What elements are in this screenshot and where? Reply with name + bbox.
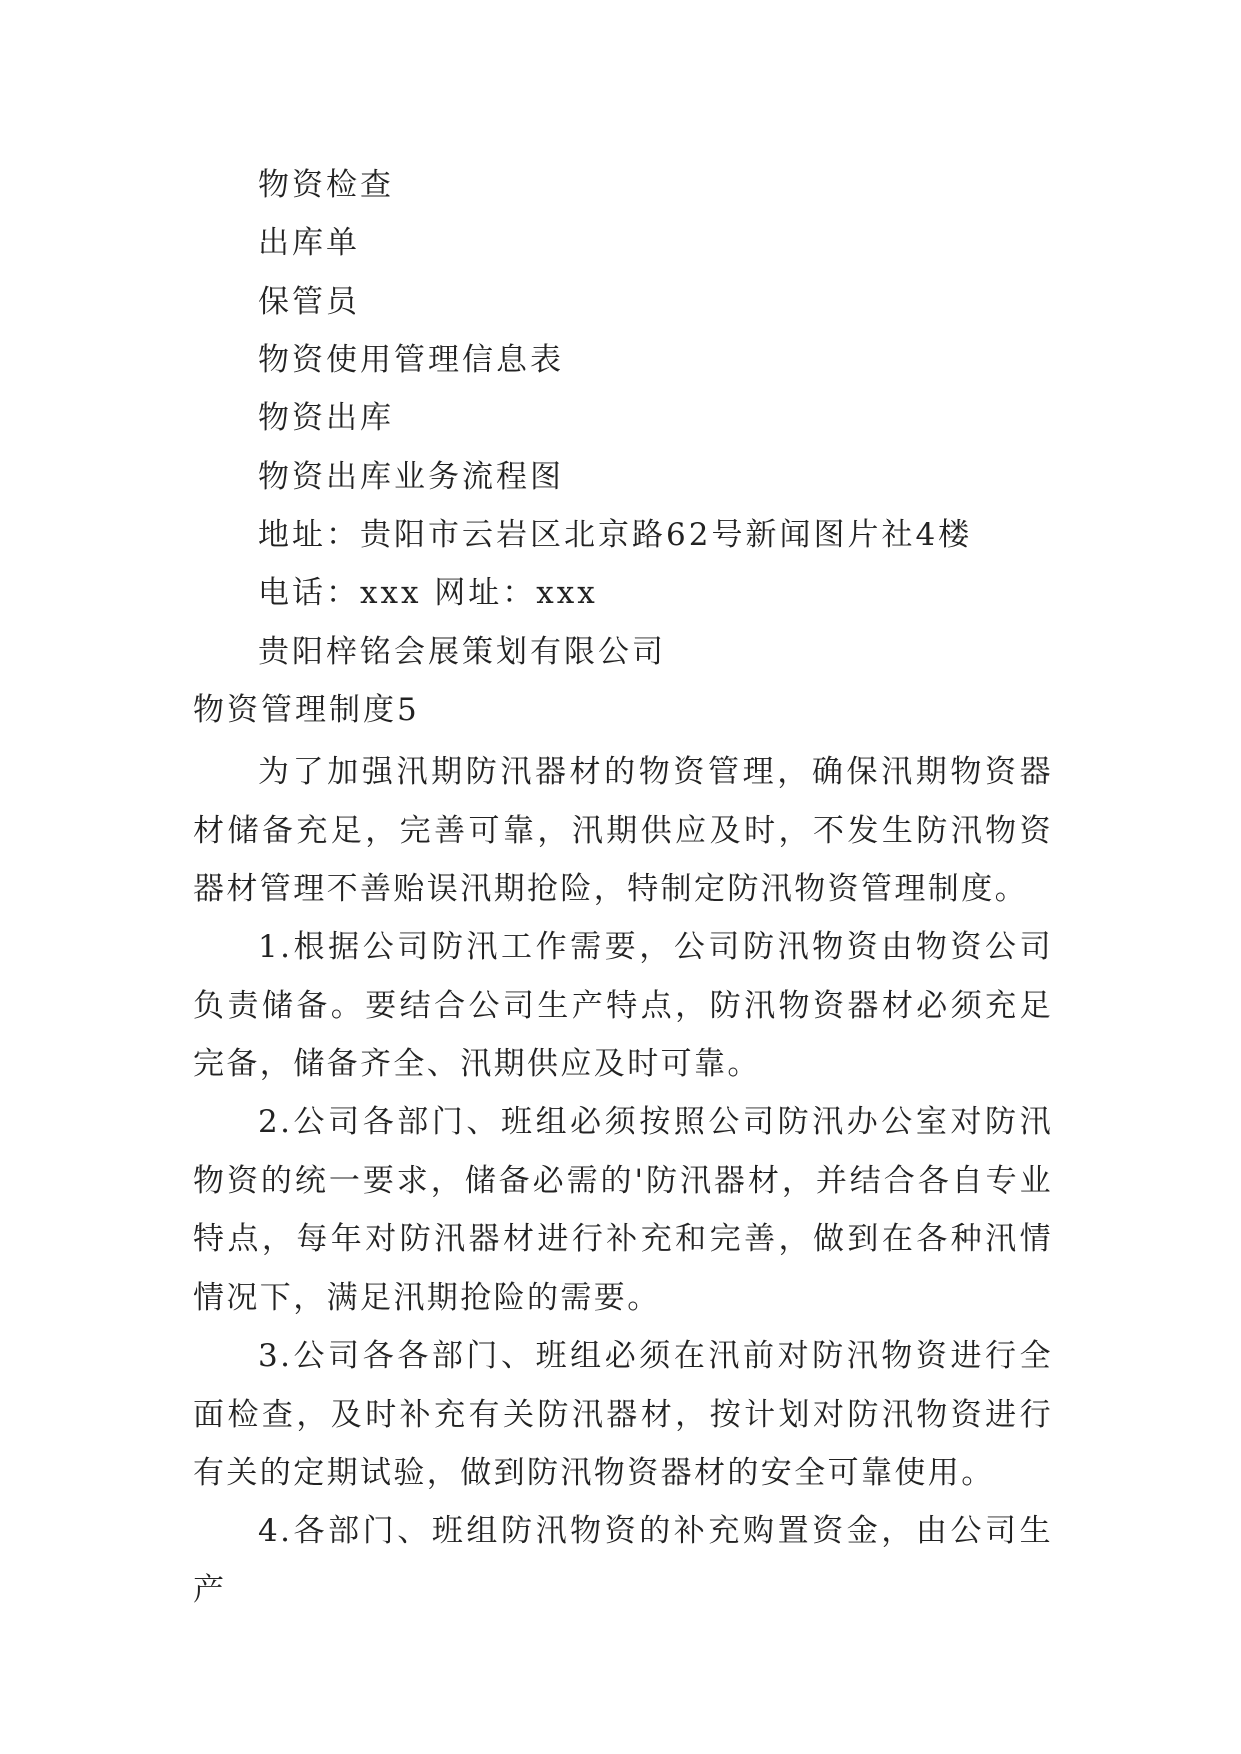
paragraph-item-2: 2.公司各部门、班组必须按照公司防汛办公室对防汛物资的统一要求，储备必需的'防汛器材，并结合各自专业特点，每年对防汛器材进行补充和完善，做到在各种汛情情况下，满足汛期抢险的需要。 bbox=[193, 1104, 1053, 1316]
paragraph-item-1: 1.根据公司防汛工作需要，公司防汛物资由物资公司负责储备。要结合公司生产特点，防汛物资器材必须充足完备，储备齐全、汛期供应及时可靠。 bbox=[193, 929, 1053, 1082]
list-item: 保管员 bbox=[258, 284, 360, 320]
paragraph-item-3: 3.公司各各部门、班组必须在汛前对防汛物资进行全面检查，及时补充有关防汛器材，按计划对防汛物资进行有关的定期试验，做到防汛物资器材的安全可靠使用。 bbox=[193, 1338, 1053, 1491]
paragraph-item-4: 4.各部门、班组防汛物资的补充购置资金，由公司生产 bbox=[193, 1513, 1053, 1608]
list-item: 物资出库 bbox=[258, 400, 394, 436]
address-line: 地址：贵阳市云岩区北京路62号新闻图片社4楼 bbox=[258, 517, 973, 553]
list-item: 物资检查 bbox=[258, 167, 394, 203]
list-item: 出库单 bbox=[258, 225, 360, 261]
list-item: 物资出库业务流程图 bbox=[258, 459, 564, 495]
paragraph-intro: 为了加强汛期防汛器材的物资管理，确保汛期物资器材储备充足，完善可靠，汛期供应及时，不发生防汛物资器材管理不善贻误汛期抢险，特制定防汛物资管理制度。 bbox=[193, 754, 1053, 907]
contact-line: 电话：xxx 网址：xxx bbox=[258, 575, 598, 611]
section-title: 物资管理制度5 bbox=[193, 692, 420, 728]
list-item: 物资使用管理信息表 bbox=[258, 342, 564, 378]
company-name: 贵阳梓铭会展策划有限公司 bbox=[258, 634, 666, 670]
